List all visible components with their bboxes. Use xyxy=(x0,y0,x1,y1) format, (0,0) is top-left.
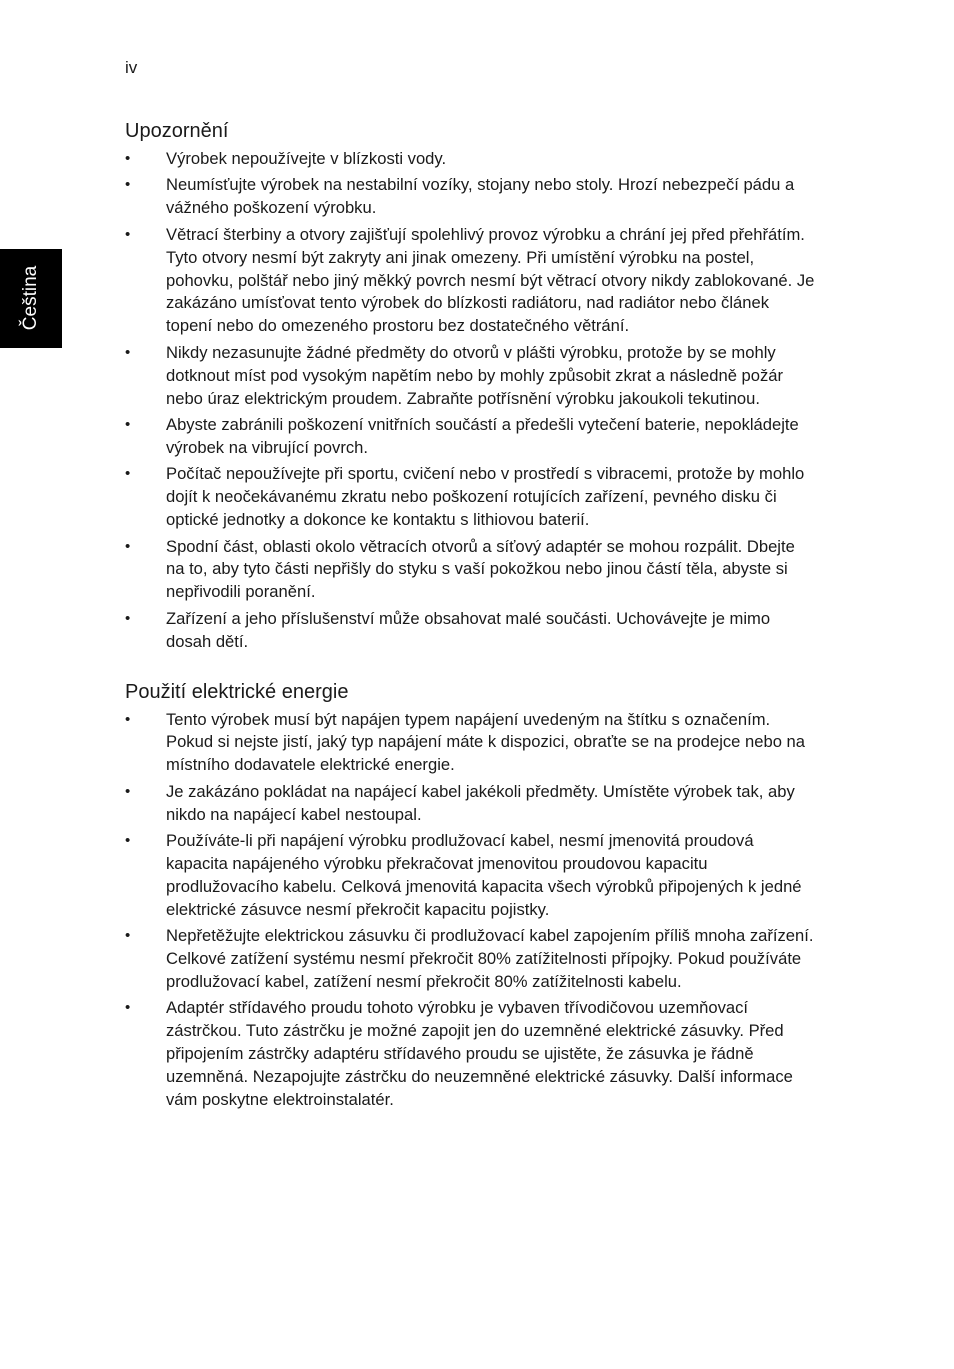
section-title: Použití elektrické energie xyxy=(125,680,349,703)
list-item xyxy=(125,925,815,994)
bullet-icon: • xyxy=(125,150,131,167)
bullet-list xyxy=(125,148,815,654)
list-item xyxy=(125,174,815,220)
list-item xyxy=(125,224,815,339)
list-item-text: Výrobek nepoužívejte v blízkosti vody. xyxy=(166,149,447,168)
language-tab xyxy=(0,249,62,348)
bullet-icon: • xyxy=(125,225,131,243)
language-tab-label: Čeština xyxy=(20,265,41,331)
page-number: iv xyxy=(125,58,138,77)
list-item-text: Nikdy nezasunujte žádné předměty do otvorů v plášti výrobku, protože by se mohly dotknout míst pod vysokým napětím nebo by mohly způsobit zkrat a následně požár nebo úraz elektrickým proudem. Zabraňte potřísnění výrobku jakoukoli tekutinou. xyxy=(166,342,784,408)
bullet-icon: • xyxy=(125,999,131,1017)
list-item xyxy=(125,608,815,654)
list-item xyxy=(125,463,815,532)
bullet-icon: • xyxy=(125,343,131,361)
bullet-list xyxy=(125,709,815,1112)
list-item-text: Zařízení a jeho příslušenství může obsahovat malé součásti. Uchovávejte je mimo dosah dětí. xyxy=(166,608,771,651)
list-item-text: Používáte-li při napájení výrobku prodlužovací kabel, nesmí jmenovitá proudová kapacita napájeného výrobku překračovat jmenovitou proudovou kapacitu prodlužovacího kabelu. Celková jmenovitá kapacita všech výrobků připojených k jedné elektrické zásuvce nesmí překročit kapacitu pojistky. xyxy=(166,831,802,919)
list-item-text: Je zakázáno pokládat na napájecí kabel jakékoli předměty. Umístěte výrobek tak, aby nikdo na napájecí kabel nestoupal. xyxy=(166,781,795,824)
list-item xyxy=(125,781,815,827)
bullet-icon: • xyxy=(125,609,131,627)
list-item xyxy=(125,997,815,1112)
list-item-text: Neumísťujte výrobek na nestabilní vozíky, stojany nebo stoly. Hrozí nebezpečí pádu a vážného poškození výrobku. xyxy=(166,175,795,218)
list-item-text: Nepřetěžujte elektrickou zásuvku či prodlužovací kabel zapojením příliš mnoha zařízení. Celkové zatížení systému nesmí překročit 80% zatížitelnosti přípojky. Pokud používáte prodlužovací kabel, zatížení nesmí překročit 80% zatížitelnosti kabelu. xyxy=(166,926,814,991)
bullet-icon: • xyxy=(125,832,131,850)
section-title: Upozornění xyxy=(125,120,229,142)
section-power xyxy=(125,679,815,1112)
bullet-icon: • xyxy=(125,537,131,555)
list-item xyxy=(125,830,815,922)
list-item-text: Abyste zabránili poškození vnitřních součástí a předešli vytečení baterie, nepokládejte výrobek na vibrující povrch. xyxy=(166,414,799,457)
page-content xyxy=(125,118,815,1115)
list-item xyxy=(125,148,815,171)
bullet-icon: • xyxy=(125,782,131,800)
list-item xyxy=(125,709,815,778)
bullet-icon: • xyxy=(125,465,131,483)
list-item xyxy=(125,342,815,411)
list-item xyxy=(125,414,815,460)
list-item-text: Tento výrobek musí být napájen typem napájení uvedeným na štítku s označením. Pokud si nejste jistí, jaký typ napájení máte k dispozici, obraťte se na prodejce nebo na místního dodavatele elektrické energie. xyxy=(166,709,805,775)
list-item-text: Spodní část, oblasti okolo větracích otvorů a síťový adaptér se mohou rozpálit. Dbejte na to, aby tyto části nepřišly do styku s vaší pokožkou nebo jinou částí těla, abyste si nepřivodili poranění. xyxy=(166,536,795,602)
bullet-icon: • xyxy=(125,710,131,728)
list-item-text: Větrací šterbiny a otvory zajišťují spolehlivý provoz výrobku a chrání jej před přehřátím. Tyto otvory nesmí být zakryty ani jinak omezeny. Při umístění výrobku na postel, pohovku, polštář nebo jiný měkký povrch nesmí být větrací otvory nikdy zablokované. Je zakázáno umísťovat tento výrobek do blízkosti radiátoru, nad radiátor nebo článek topení nebo do omezeného prostoru bez dostatečného větrání. xyxy=(166,224,815,336)
list-item-text: Adaptér střídavého proudu tohoto výrobku je vybaven třívodičovou uzemňovací zástrčkou. Tuto zástrčku je možné zapojit jen do uzemněné elektrické zásuvky. Před připojením zástrčky adaptéru střídavého proudu se ujistěte, že zásuvka je řádně uzemněná. Nezapojujte zástrčku do neuzemněné elektrické zásuvky. Další informace vám poskytne elektroinstalatér. xyxy=(166,998,793,1110)
list-item-text: Počítač nepoužívejte při sportu, cvičení nebo v prostředí s vibracemi, protože by mohlo dojít k neočekávanému zkratu nebo poškození rotujících zařízení, pevného disku či optické jednotky a dokonce ke kontaktu s lithiovou baterií. xyxy=(166,464,805,530)
bullet-icon: • xyxy=(125,927,131,945)
bullet-icon: • xyxy=(125,415,131,433)
section-warnings xyxy=(125,118,815,654)
list-item xyxy=(125,536,815,605)
bullet-icon: • xyxy=(125,176,131,194)
